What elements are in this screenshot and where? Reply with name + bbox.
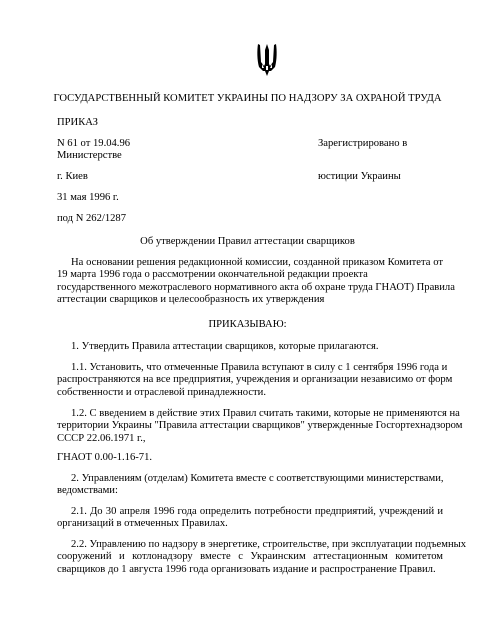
- item-line: 1.1. Установить, что отмеченные Правила вступают в силу с 1 сентября 1996 года и: [71, 362, 448, 373]
- preamble-line: аттестации сварщиков и целесообразность их утверждения: [57, 294, 325, 306]
- doc-type: ПРИКАЗ: [57, 117, 98, 128]
- trident-emblem-icon: [256, 40, 278, 78]
- item-line: 2.2. Управлению по надзору в энергетике, строительстве, при эксплуатации подъемных: [71, 539, 467, 550]
- item-line: территории Украины "Правила аттестации сварщиков" утвержденные Госгортехнадзором: [57, 420, 463, 432]
- item-line: сварщиков до 1 августа 1996 года организовать издание и распространение Правил.: [57, 563, 436, 575]
- item-line: 1. Утвердить Правила аттестации сварщиков, которые прилагаются.: [71, 341, 379, 352]
- item-line: распространяются на все предприятия, учреждения и организации независимо от форм: [57, 374, 453, 386]
- registration-date: 31 мая 1996 г.: [57, 192, 119, 203]
- item-line: ГНАОТ 0.00-1.16-71.: [57, 452, 153, 463]
- committee-name: ГОСУДАРСТВЕННЫЙ КОМИТЕТ УКРАИНЫ ПО НАДЗОРУ ЗА ОХРАНОЙ ТРУДА: [53, 93, 442, 104]
- ministry-label: Министерстве: [57, 150, 122, 161]
- item-line: СССР 22.06.1971 г.,: [57, 432, 146, 444]
- justice-label: юстиции Украины: [318, 171, 401, 182]
- preamble-line: государственного межотраслевого нормативного акта об охране труда ГНАОТ) Правила: [57, 281, 455, 293]
- item-line: 2.1. До 30 апреля 1996 года определить потребности предприятий, учреждений и: [71, 506, 443, 517]
- city-label: г. Киев: [57, 171, 88, 182]
- list-item: [57, 362, 453, 399]
- registration-number: под N 262/1287: [57, 213, 127, 224]
- item-line: ведомствами:: [57, 485, 118, 497]
- order-word: ПРИКАЗЫВАЮ:: [208, 319, 287, 330]
- preamble-line: На основании решения редакционной комиссии, созданной приказом Комитета от: [71, 257, 443, 268]
- registered-label: Зарегистрировано в: [318, 138, 408, 149]
- preamble-paragraph: [57, 257, 455, 307]
- item-line: 2. Управлениям (отделам) Комитета вместе с соответствующими министерствами,: [71, 473, 444, 484]
- preamble-line: 19 марта 1996 года о рассмотрении окончательной редакции проекта: [57, 269, 368, 281]
- order-title: Об утверждении Правил аттестации сварщиков: [140, 236, 355, 247]
- order-number: N 61 от 19.04.96: [57, 138, 131, 149]
- item-line: 1.2. С введением в действие этих Правил считать такими, которые не применяются на: [71, 408, 460, 419]
- list-item: [57, 408, 463, 445]
- list-item: [57, 539, 467, 576]
- item-line: сооружений и котлонадзору вместе с Украинским аттестационным комитетом: [57, 551, 443, 563]
- list-item: [57, 452, 443, 464]
- list-item: [57, 473, 443, 498]
- list-item: [57, 341, 443, 353]
- list-item: [57, 506, 443, 531]
- item-line: организаций в отмеченных Правилах.: [57, 518, 228, 530]
- item-line: собственности и отраслевой принадлежности.: [57, 386, 266, 398]
